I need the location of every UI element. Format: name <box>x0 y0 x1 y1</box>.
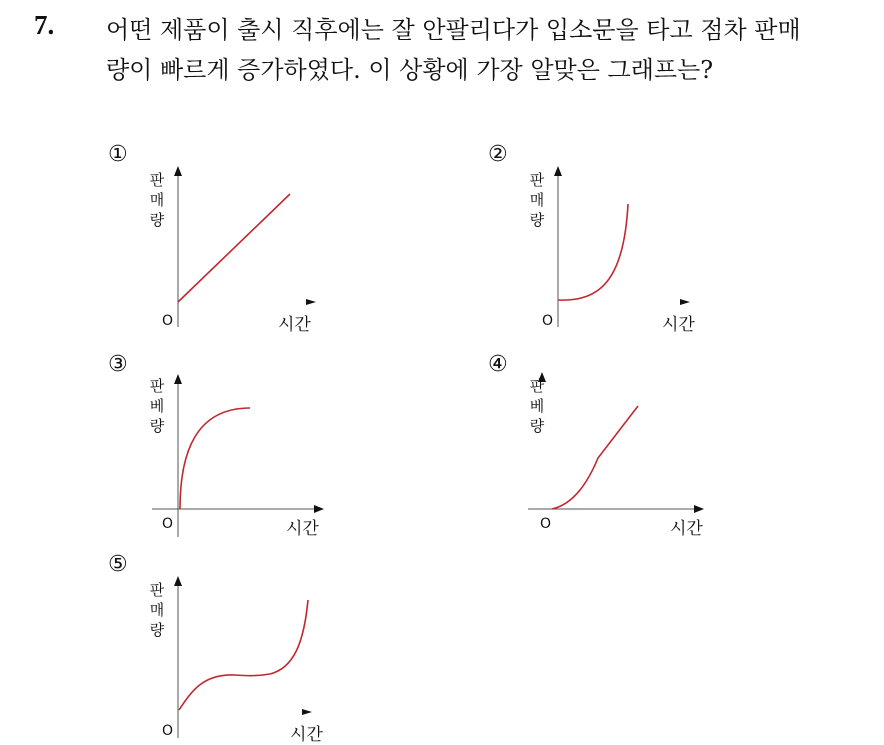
choice-2-xlabel: 시간 <box>662 315 695 335</box>
choice-3-number: ③ <box>108 352 128 377</box>
choice-1-origin: O <box>162 313 174 329</box>
question-line-2: 량이 빠르게 증가하였다. 이 상황에 가장 알맞은 그래프는? <box>106 56 714 84</box>
choice-3-ylabel: 판 베 량 <box>149 377 165 435</box>
choice-3-origin: O <box>162 516 174 532</box>
choice-1-number: ① <box>108 142 128 167</box>
choice-2-graph <box>488 142 748 332</box>
y-axis-arrow <box>174 166 182 176</box>
choice-5[interactable] <box>108 552 368 745</box>
question-line-1: 어떤 제품이 출시 직후에는 잘 안팔리다가 입소문을 타고 점차 판매 <box>106 16 801 44</box>
choice-3-xlabel: 시간 <box>286 519 319 539</box>
choice-1[interactable] <box>108 142 368 335</box>
y-axis-arrow <box>554 166 562 176</box>
choice-5-graph <box>108 552 368 742</box>
y-axis-arrow <box>174 576 182 586</box>
choice-2[interactable] <box>488 142 748 335</box>
choice-5-number: ⑤ <box>108 552 128 577</box>
y-axis-arrow <box>174 374 182 384</box>
choice-4-number: ④ <box>488 352 508 377</box>
choice-4-xlabel: 시간 <box>670 519 703 539</box>
choice-5-ylabel: 판 매 량 <box>149 581 165 639</box>
x-axis-arrow <box>680 299 690 305</box>
graph-line <box>178 194 290 302</box>
choice-5-origin: O <box>162 723 174 739</box>
graph-curve <box>180 408 250 509</box>
choice-4-origin: O <box>540 516 552 532</box>
choice-1-ylabel: 판 매 량 <box>149 171 165 229</box>
choice-1-graph <box>108 142 368 332</box>
choice-3-graph <box>108 352 368 542</box>
choice-2-number: ② <box>488 142 508 167</box>
choice-2-origin: O <box>542 313 554 329</box>
x-axis-arrow <box>306 299 316 305</box>
choice-5-xlabel: 시간 <box>290 725 323 745</box>
choice-1-xlabel: 시간 <box>278 315 311 335</box>
choice-4-graph <box>488 352 748 542</box>
choice-3[interactable] <box>108 352 368 542</box>
question-number: 7. <box>34 10 55 40</box>
choice-4[interactable] <box>488 352 748 542</box>
x-axis-arrow <box>694 505 704 513</box>
choice-4-ylabel: 판 베 량 <box>529 377 545 435</box>
question-text <box>106 10 876 90</box>
choice-2-ylabel: 판 매 량 <box>529 171 545 229</box>
x-axis-arrow <box>302 709 312 715</box>
x-axis-arrow <box>314 505 324 513</box>
graph-curve <box>552 406 638 509</box>
graph-curve <box>558 204 628 300</box>
graph-curve <box>179 600 308 710</box>
